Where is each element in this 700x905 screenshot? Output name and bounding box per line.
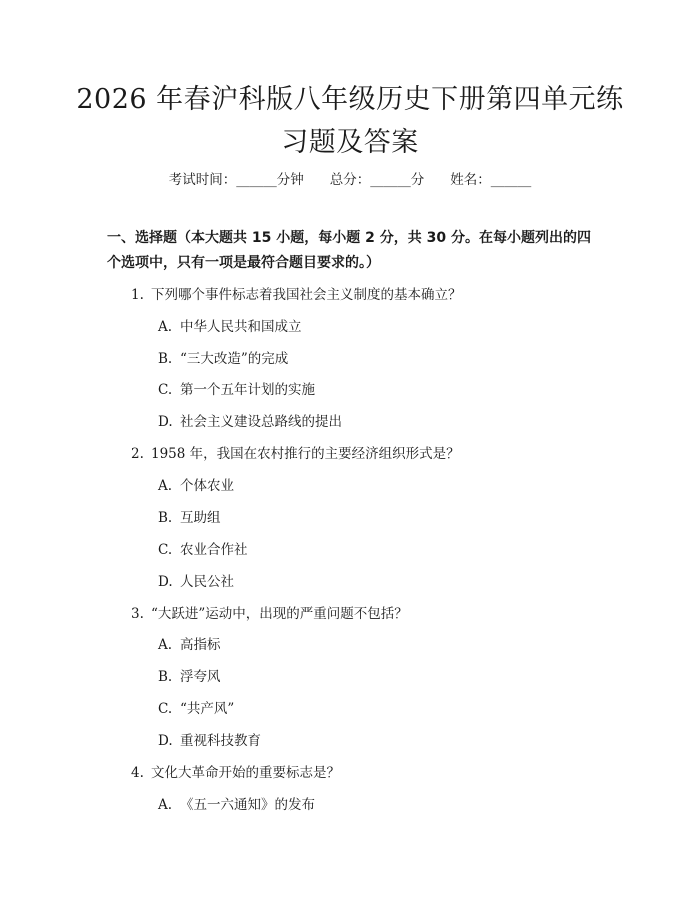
question-text: “大跃进”运动中，出现的严重问题不包括？ — [151, 606, 408, 622]
question-3-option-b — [158, 665, 221, 685]
option-text: 重视科技教育 — [180, 733, 261, 749]
question-number: 1. — [131, 287, 144, 303]
option-letter: A. — [158, 478, 173, 494]
option-letter: A. — [158, 797, 173, 813]
question-text: 1958 年，我国在农村推行的主要经济组织形式是？ — [151, 446, 460, 462]
question-2-option-c — [158, 538, 248, 558]
student-name-field: 姓名：______ — [450, 172, 532, 188]
question-3-option-a — [158, 633, 221, 653]
total-score-field: 总分：______分 — [329, 172, 425, 188]
question-4 — [131, 761, 340, 781]
title-line-2: 习题及答案 — [281, 127, 419, 158]
question-3 — [131, 602, 408, 622]
option-letter: D. — [158, 574, 173, 590]
question-1-option-b — [158, 347, 288, 367]
section-heading: 一、选择题（本大题共 15 小题，每小题 2 分，共 30 分。在每小题列出的四个选项中，只有一项是最符合题目要求的。） — [107, 230, 591, 271]
option-letter: B. — [158, 669, 173, 685]
question-number: 3. — [131, 606, 144, 622]
question-2-option-d — [158, 570, 234, 590]
option-text: “共产风” — [180, 701, 235, 717]
option-letter: C. — [158, 382, 173, 398]
option-text: 第一个五年计划的实施 — [180, 382, 315, 398]
option-letter: A. — [158, 637, 173, 653]
exam-time-field: 考试时间：______分钟 — [168, 172, 304, 188]
question-number: 2. — [131, 446, 144, 462]
option-letter: C. — [158, 701, 173, 717]
question-1 — [131, 283, 462, 303]
question-text: 下列哪个事件标志着我国社会主义制度的基本确立？ — [151, 287, 462, 303]
option-text: 《五一六通知》的发布 — [180, 797, 315, 813]
option-letter: A. — [158, 319, 173, 335]
question-1-option-c — [158, 378, 315, 398]
question-2-option-a — [158, 474, 234, 494]
option-text: 人民公社 — [180, 574, 234, 590]
option-letter: B. — [158, 351, 173, 367]
option-text: 互助组 — [180, 510, 221, 526]
option-letter: B. — [158, 510, 173, 526]
option-text: 浮夸风 — [180, 669, 221, 685]
question-text: 文化大革命开始的重要标志是？ — [151, 765, 340, 781]
document-title — [60, 78, 640, 164]
exam-info-row — [0, 168, 700, 188]
option-text: 高指标 — [180, 637, 221, 653]
option-text: “三大改造”的完成 — [180, 351, 289, 367]
question-2-option-b — [158, 506, 221, 526]
option-text: 个体农业 — [180, 478, 234, 494]
option-text: 农业合作社 — [180, 542, 248, 558]
question-1-option-d — [158, 410, 342, 430]
question-number: 4. — [131, 765, 144, 781]
option-letter: D. — [158, 414, 173, 430]
question-3-option-c — [158, 697, 234, 717]
option-letter: D. — [158, 733, 173, 749]
question-3-option-d — [158, 729, 261, 749]
question-4-option-a — [158, 793, 315, 813]
question-1-option-a — [158, 315, 302, 335]
title-line-1: 2026 年春沪科版八年级历史下册第四单元练 — [76, 84, 624, 115]
question-2 — [131, 442, 460, 462]
option-text: 社会主义建设总路线的提出 — [180, 414, 342, 430]
option-letter: C. — [158, 542, 173, 558]
option-text: 中华人民共和国成立 — [180, 319, 302, 335]
